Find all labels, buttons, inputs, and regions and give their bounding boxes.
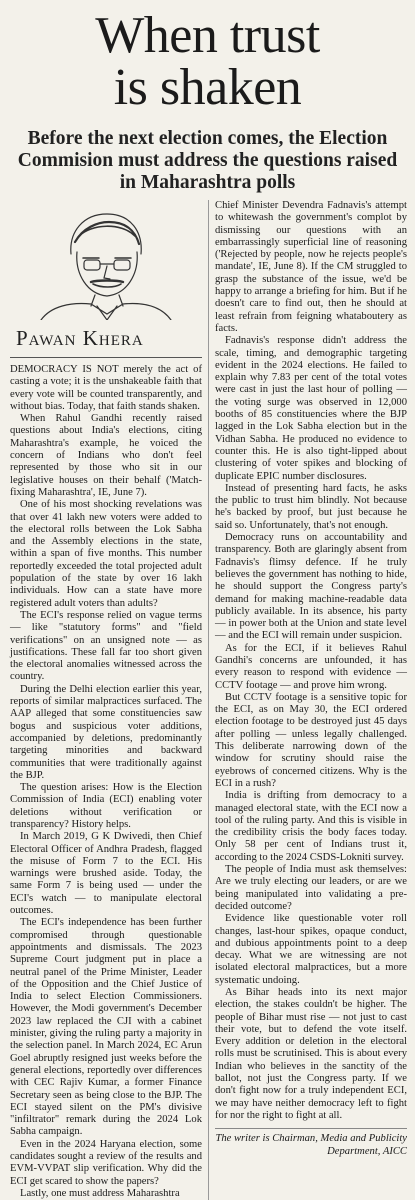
paragraph: India is drifting from democracy to a managed electoral state, with the ECI now a tool of the ruling party. And this is visible in the credibility crisis the body faces today. Only 58 per cent of Indians trust it, according to the 2024 CSDS-Lokniti survey. <box>215 790 407 863</box>
left-column-text <box>10 364 202 1200</box>
paragraph: The ECI's independence has been further compromised through questionable appointments and dismissals. The 2023 Supreme Court judgment put in place a neutral panel of the Prime Minister, Leader of the Opposition and the Chief Justice of India to select Election Commissioners. However, the Modi government's December 2023 law replaced the CJI with a cabinet minister, giving the ruling party a majority in the selection panel. In March 2024, EC Arun Goel abruptly resigned just weeks before the general elections, reportedly over differences with CEC Rajiv Kumar, a former Finance Secretary seen as being close to the BJP. The ECI stayed silent on the PM's divisive "infiltrator" remark during the 2024 Lok Sabha campaign. <box>10 917 202 1138</box>
paragraph: When Rahul Gandhi recently raised questions about India's elections, citing Maharashtra's example, he voiced the concern of Indians who don't feel represented by those who sit in our legislative houses on their behalf ('Match-fixing Maharashtra', IE, June 7). <box>10 413 202 498</box>
right-column-text <box>215 200 407 1122</box>
byline-rule <box>10 357 202 358</box>
author-byline: Pawan Khera <box>16 326 144 350</box>
paragraph: The question arises: How is the Election Commission of India (ECI) enabling voter deletions without verification or transparency? History helps. <box>10 782 202 830</box>
paragraph: Even in the 2024 Haryana election, some candidates sought a review of the results and EVM-VVPAT slip verification. Why did the ECI get scared to show the papers? <box>10 1138 202 1187</box>
column-divider <box>208 200 209 1200</box>
author-portrait <box>10 200 202 320</box>
paragraph: The ECI's response relied on vague terms — like "statutory forms" and "field verifications" on an unsigned note — as justifications. These fall far too short given the electoral anomalies witnessed across the country. <box>10 609 202 683</box>
right-column <box>215 200 407 1200</box>
author-note: The writer is Chairman, Media and Publicity Department, AICC <box>215 1133 407 1157</box>
left-column <box>10 200 202 1200</box>
paragraph: Evidence like questionable voter roll changes, last-hour spikes, opaque conduct, and dubious appointments point to a deep decay. What we are witnessing are not isolated electoral malpractices, but a more systematic undoing. <box>215 913 407 986</box>
paragraph: As for the ECI, if it believes Rahul Gandhi's concerns are unfounded, it has every reason to respond with evidence — CCTV footage — and prove him wrong. <box>215 642 407 691</box>
paragraph: Instead of presenting hard facts, he asks the public to trust him blindly. Not because he's backed by proof, but just because he said so. Unfortunately, that's not enough. <box>215 482 407 531</box>
paragraph: One of his most shocking revelations was that over 41 lakh new voters were added to the electoral rolls between the Lok Sabha and the Assembly elections in the state, within a span of five months. This number reportedly exceeded the total projected adult population of the state by over 16 lakh individuals. How can a state have more registered adult voters than adults? <box>10 499 202 609</box>
paragraph: Chief Minister Devendra Fadnavis's attempt to whitewash the government's complot by dismissing our questions with an embarrassingly superficial line of reasoning ('Rejected by people, now he rejects people's mandate', IE, June 8). If the CM struggled to grasp the substance of the issue, we'd be happy to arrange a briefing for him. But if he doesn't care to find out, then he should at least refrain from feigning whataboutery as facts. <box>215 200 407 334</box>
paragraph: DEMOCRACY IS NOT merely the act of casting a vote; it is the unshakeable faith that every vote will be counted transparently, and without bias. Today, that faith stands shaken. <box>10 364 202 412</box>
paragraph: During the Delhi election earlier this year, reports of similar malpractices surfaced. The AAP alleged that some constituencies saw bogus and suspicious voter additions, accompanied by deletions, predominantly targeting minorities and backward communities that were traditionally against the BJP. <box>10 683 202 781</box>
paragraph: Democracy runs on accountability and transparency. Both are glaringly absent from Fadnavis's flimsy defence. If he truly believes the government has nothing to hide, he should support the Congress party's demand for making machine-readable data publicly available. In its absence, his party — in power both at the Union and state level — and the ECI will remain under suspicion. <box>215 532 407 642</box>
author-sketch <box>31 202 181 320</box>
headline <box>0 0 415 114</box>
headline-line-1: When trust <box>95 7 320 64</box>
paragraph: The people of India must ask themselves: Are we truly electing our leaders, or are we being manipulated into validating a pre-decided outcome? <box>215 864 407 912</box>
paragraph: Fadnavis's response didn't address the scale, timing, and demographic targeting evident in the 2024 elections. He failed to explain why 7.83 per cent of the total votes were cast in just the last hour of polling — the voting surge was observed in 12,000 booths of 85 constituencies where the BJP lagged in the Lok Sabha election but in the Vidhan Sabha. He produced no evidence to counter this. He is also tight-lipped about clustering of voter spikes and blocking of duplicate EPIC number disclosures. <box>215 335 407 482</box>
paragraph: But CCTV footage is a sensitive topic for the ECI, as on May 30, the ECI ordered election footage to be destroyed just 45 days after polling — unless legally challenged. This deliberate narrowing down of the window for scrutiny should raise the eyebrows of concerned citizens. Why is the ECI in a rush? <box>215 691 407 789</box>
paragraph: Lastly, one must address Maharashtra <box>20 1187 180 1199</box>
paragraph: In March 2019, G K Dwivedi, then Chief Electoral Officer of Andhra Pradesh, flagged the misuse of Form 7 to the ECI. His warnings were brushed aside. Today, the same Form 7 is being used — under the ECI's watch — to manipulate electoral outcomes. <box>10 831 202 917</box>
headline-line-2: is shaken <box>113 59 302 116</box>
paragraph: As Bihar heads into its next major election, the stakes couldn't be higher. The people of Bihar must rise — not just to cast their vote, but to defend the vote itself. Every addition or deletion in the electoral rolls must be scrutinised. This is about every Indian who believes in the sanctity of the ballot, not just the Congress party. If we don't fight now for a truly independent ECI, we may have neither democracy left to fight for nor the right to fight at all. <box>215 987 407 1121</box>
deck: Before the next election comes, the Election Commision must address the questions raised in Maharashtra polls <box>17 128 398 193</box>
footer-rule <box>215 1128 407 1129</box>
article-columns <box>10 200 407 1200</box>
